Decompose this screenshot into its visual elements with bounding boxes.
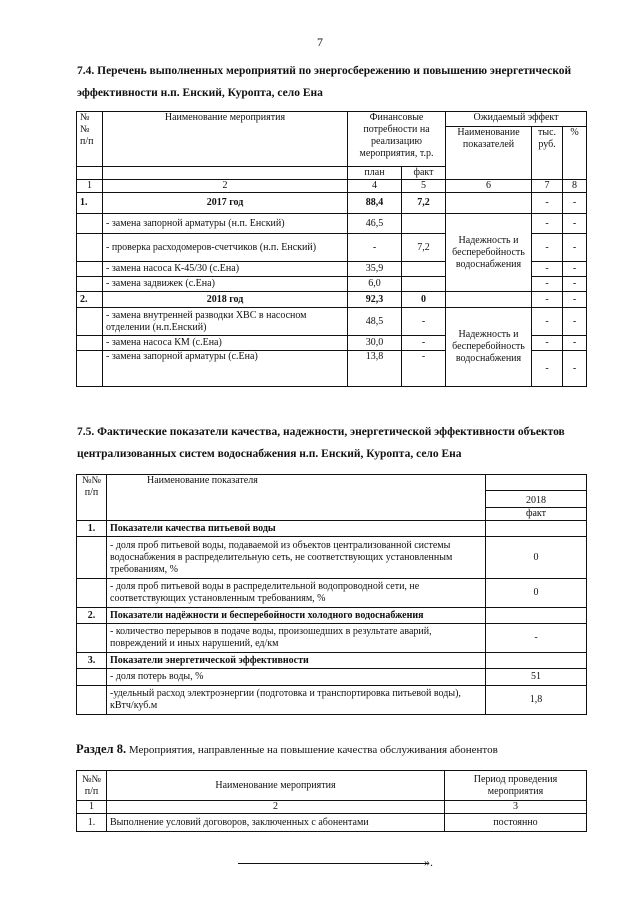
table-row [77,537,587,579]
row-name: - замена насоса КМ (с.Ена) [103,336,348,351]
row-no [77,214,103,234]
group-no: 3. [77,653,107,669]
header-effect: Ожидаемый эффект [446,112,587,127]
year-name: 2017 год [103,193,348,214]
year-fact: 7,2 [402,193,446,214]
header-period: Период проведения мероприятия [445,771,587,801]
header-empty [486,475,587,491]
year-no: 2. [77,292,103,308]
col-num: 2 [107,801,445,814]
service-table [76,770,587,832]
row-no [77,669,107,686]
row-name: - количество перерывов в подаче воды, произошедших в результате аварий, повреждений и иных нарушений, ед/км [107,624,486,653]
section-7-4-title [77,60,571,104]
year-2018-row [77,292,587,308]
signature-tail: ». [424,855,433,869]
table-row [77,814,587,832]
row-value: 1,8 [486,686,587,715]
header-finance: Финансовые потребности на реализацию мероприятия, т.р. [348,112,446,167]
header-no: №№ п/п [77,771,107,801]
row-plan: 46,5 [348,214,402,234]
table-row [77,214,587,234]
table-row [77,308,587,336]
row-thous: - [532,351,563,387]
year-thous: - [532,292,563,308]
section-8-label: Раздел 8. [76,742,127,756]
row-thous: - [532,308,563,336]
section-7-4-title-line1: 7.4. Перечень выполненных мероприятий по энергосбережению и повышению энергетической [77,65,572,77]
row-value: - [486,624,587,653]
row-pct: - [563,277,587,292]
row-name: - замена запорной арматуры (с.Ена) [103,351,348,387]
row-plan: 48,5 [348,308,402,336]
section-8-text: Мероприятия, направленные на повышение качества обслуживания абонентов [128,744,498,756]
row-no [77,336,103,351]
row-value: 0 [486,537,587,579]
table-row [77,624,587,653]
header-fact: факт [402,167,446,180]
group-name: Показатели надёжности и бесперебойности холодного водоснабжения [107,608,486,624]
row-thous: - [532,277,563,292]
row-pct: - [563,336,587,351]
section-7-4-title-line2: эффективности н.п. Енский, Куропта, село Ена [77,87,323,99]
effect-cell-2017: Надежность и бесперебойность водоснабжения [446,214,532,292]
section-7-5-title-line1: 7.5. Фактические показатели качества, надежности, энергетической эффективности объектов [77,426,565,438]
row-fact [402,262,446,277]
group-row [77,653,587,669]
row-plan: 13,8 [348,351,402,387]
row-name: - замена внутренней разводки ХВС в насосном отделении (н.п.Енский) [103,308,348,336]
header-name: Наименование показателя [107,475,486,521]
section-8-title [76,742,498,757]
section-7-5-title-line2: централизованных систем водоснабжения н.п. Енский, Куропта, село Ена [77,448,462,460]
effect-cell-2018: Надежность и бесперебойность водоснабжения [446,308,532,387]
year-plan: 92,3 [348,292,402,308]
year-pct: - [563,292,587,308]
row-name: -удельный расход электроэнергии (подготовка и транспортировка питьевой воды), кВтч/куб.м [107,686,486,715]
effect-empty [446,193,532,214]
year-2017-row [77,193,587,214]
row-no [77,262,103,277]
row-fact: - [402,351,446,387]
row-value: 0 [486,579,587,608]
row-pct: - [563,214,587,234]
col-num: 3 [445,801,587,814]
table-row [77,669,587,686]
signature-line [238,853,428,864]
table-row [77,579,587,608]
row-no [77,277,103,292]
section-7-5-title [77,421,565,465]
row-no [77,351,103,387]
col-num: 7 [532,180,563,193]
row-name: - проверка расходомеров-счетчиков (н.п. Енский) [103,234,348,262]
group-row [77,521,587,537]
row-name: - доля потерь воды, % [107,669,486,686]
group-no: 1. [77,521,107,537]
year-pct: - [563,193,587,214]
row-no: 1. [77,814,107,832]
row-no [77,234,103,262]
col-num: 2 [103,180,348,193]
col-num: 6 [446,180,532,193]
row-fact: - [402,308,446,336]
header-thous: тыс. руб. [532,127,563,180]
year-plan: 88,4 [348,193,402,214]
year-name: 2018 год [103,292,348,308]
page-number: 7 [317,35,323,49]
row-no [77,579,107,608]
row-no [77,686,107,715]
group-no: 2. [77,608,107,624]
header-fact: факт [486,508,587,521]
col-num: 1 [77,180,103,193]
row-plan: 6,0 [348,277,402,292]
row-thous: - [532,234,563,262]
row-name: - замена запорной арматуры (н.п. Енский) [103,214,348,234]
header-empty [103,167,348,180]
row-thous: - [532,336,563,351]
year-no: 1. [77,193,103,214]
row-thous: - [532,214,563,234]
row-name: - доля проб питьевой воды, подаваемой из объектов централизованной системы водоснабжения в распределительную сеть, не соответствующих установленным требованиям, % [107,537,486,579]
group-name: Показатели энергетической эффективности [107,653,486,669]
row-name: - замена задвижек (с.Ена) [103,277,348,292]
row-fact: 7,2 [402,234,446,262]
row-plan: 30,0 [348,336,402,351]
header-indicator-name: Наименование показателей [446,127,532,180]
group-name: Показатели качества питьевой воды [107,521,486,537]
column-number-row [77,180,587,193]
year-thous: - [532,193,563,214]
header-name: Наименование мероприятия [107,771,445,801]
column-number-row [77,801,587,814]
row-thous: - [532,262,563,277]
col-num: 1 [77,801,107,814]
table-row [77,686,587,715]
row-value: 51 [486,669,587,686]
group-value [486,653,587,669]
header-no: №№ п/п [77,112,103,167]
year-fact: 0 [402,292,446,308]
row-name: - доля проб питьевой воды в распределительной водопроводной сети, не соответствующих установленным требованиям, % [107,579,486,608]
effect-empty [446,292,532,308]
header-plan: план [348,167,402,180]
row-pct: - [563,262,587,277]
row-pct: - [563,308,587,336]
row-fact [402,214,446,234]
col-num: 8 [563,180,587,193]
row-no [77,624,107,653]
row-no [77,308,103,336]
row-name: Выполнение условий договоров, заключенных с абонентами [107,814,445,832]
group-value [486,521,587,537]
header-no: №№ п/п [77,475,107,521]
row-name: - замена насоса К-45/30 (с.Ена) [103,262,348,277]
row-fact: - [402,336,446,351]
header-year: 2018 [486,491,587,508]
row-plan: 35,9 [348,262,402,277]
measures-table [76,111,587,387]
header-name: Наименование мероприятия [103,112,348,167]
col-num: 5 [402,180,446,193]
group-value [486,608,587,624]
header-empty [77,167,103,180]
row-pct: - [563,234,587,262]
row-fact [402,277,446,292]
header-pct: % [563,127,587,180]
row-plan: - [348,234,402,262]
row-period: постоянно [445,814,587,832]
row-no [77,537,107,579]
group-row [77,608,587,624]
col-num: 4 [348,180,402,193]
row-pct: - [563,351,587,387]
indicators-table [76,474,587,715]
